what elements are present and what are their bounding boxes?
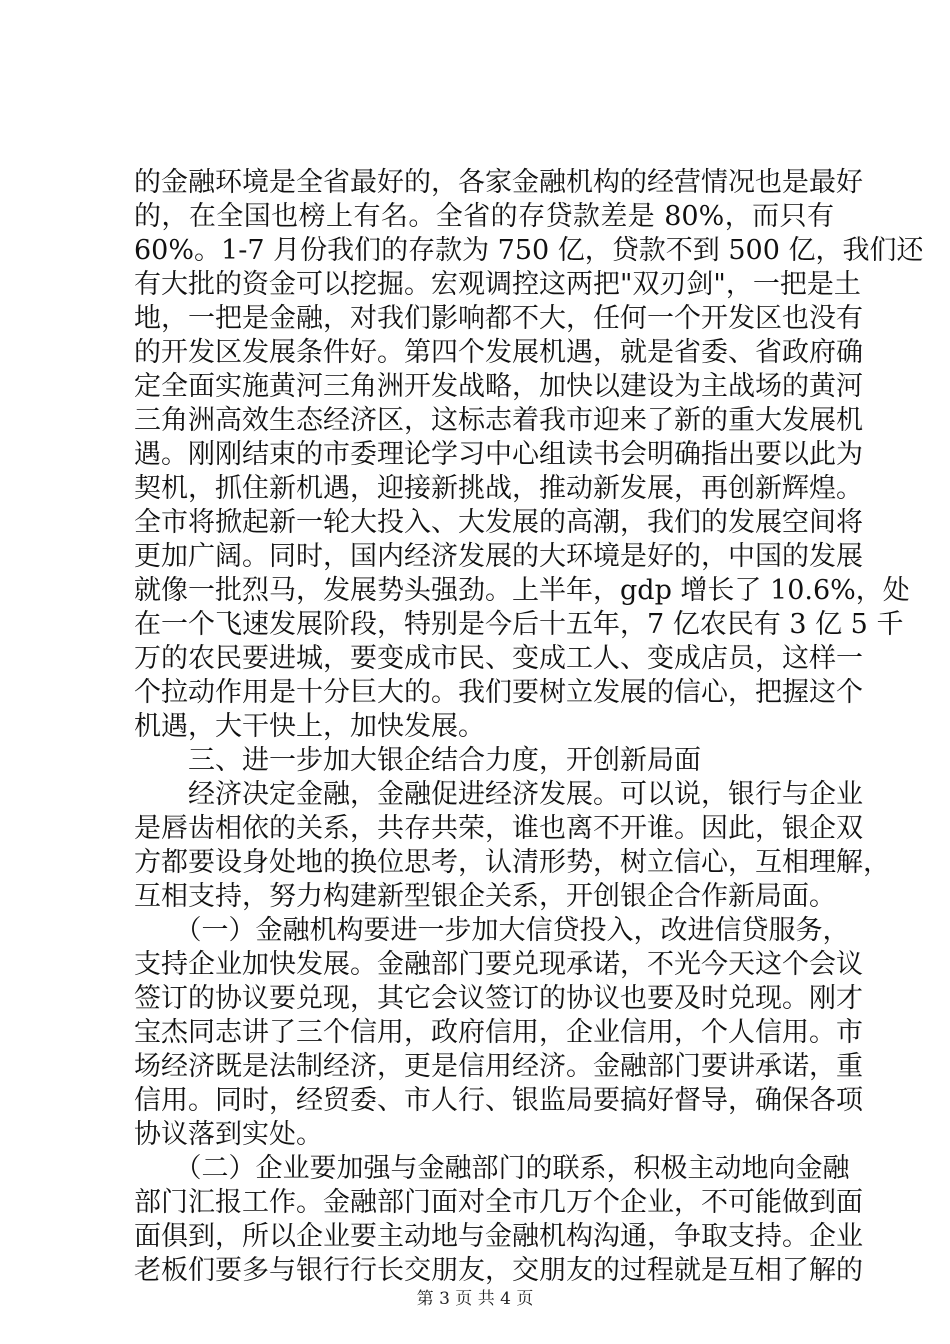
text-line: 地，一把是金融，对我们影响都不大，任何一个开发区也没有 — [134, 303, 863, 334]
text-line: 的开发区发展条件好。第四个发展机遇，就是省委、省政府确 — [134, 337, 863, 368]
text-line: 的，在全国也榜上有名。全省的存贷款差是 80%，而只有 — [134, 201, 834, 232]
text-line: 万的农民要进城，要变成市民、变成工人、变成店员，这样一 — [134, 643, 863, 674]
text-line: 信用。同时，经贸委、市人行、银监局要搞好督导，确保各项 — [134, 1085, 863, 1116]
text-line: 协议落到实处。 — [134, 1119, 323, 1150]
text-line: 三角洲高效生态经济区，这标志着我市迎来了新的重大发展机 — [134, 405, 863, 436]
text-line: 签订的协议要兑现，其它会议签订的协议也要及时兑现。刚才 — [134, 983, 863, 1014]
text-line: 面俱到，所以企业要主动地与金融机构沟通，争取支持。企业 — [134, 1221, 863, 1252]
text-line: 机遇，大干快上，加快发展。 — [134, 711, 485, 742]
text-line: 全市将掀起新一轮大投入、大发展的高潮，我们的发展空间将 — [134, 507, 863, 538]
text-line: 经济决定金融，金融促进经济发展。可以说，银行与企业 — [134, 779, 863, 810]
text-line: 宝杰同志讲了三个信用，政府信用，企业信用，个人信用。市 — [134, 1017, 863, 1048]
document-body — [134, 166, 924, 1288]
text-line: 老板们要多与银行行长交朋友，交朋友的过程就是互相了解的 — [134, 1255, 863, 1286]
text-line: 部门汇报工作。金融部门面对全市几万个企业，不可能做到面 — [134, 1187, 863, 1218]
text-line: 契机，抓住新机遇，迎接新挑战，推动新发展，再创新辉煌。 — [134, 473, 863, 504]
text-line: 支持企业加快发展。金融部门要兑现承诺，不光今天这个会议 — [134, 949, 863, 980]
text-line: 有大批的资金可以挖掘。宏观调控这两把"双刃剑"，一把是土 — [134, 269, 861, 300]
text-line: 是唇齿相依的关系，共存共荣，谁也离不开谁。因此，银企双 — [134, 813, 863, 844]
text-line: 互相支持，努力构建新型银企关系，开创银企合作新局面。 — [134, 881, 836, 912]
text-line: 定全面实施黄河三角洲开发战略，加快以建设为主战场的黄河 — [134, 371, 863, 402]
text-line: 遇。刚刚结束的市委理论学习中心组读书会明确指出要以此为 — [134, 439, 863, 470]
text-line: 个拉动作用是十分巨大的。我们要树立发展的信心，把握这个 — [134, 677, 863, 708]
page-number-footer: 第 3 页 共 4 页 — [416, 1289, 534, 1309]
text-line: 在一个飞速发展阶段，特别是今后十五年，7 亿农民有 3 亿 5 千 — [134, 609, 904, 640]
section-heading: 三、进一步加大银企结合力度，开创新局面 — [134, 745, 701, 776]
text-line: 就像一批烈马，发展势头强劲。上半年，gdp 增长了 10.6%，处 — [134, 575, 910, 606]
text-line: 的金融环境是全省最好的，各家金融机构的经营情况也是最好 — [134, 167, 863, 198]
text-line: 60%。1-7 月份我们的存款为 750 亿，贷款不到 500 亿，我们还 — [134, 235, 924, 266]
text-line: （二）企业要加强与金融部门的联系，积极主动地向金融 — [134, 1153, 850, 1184]
text-line: 更加广阔。同时，国内经济发展的大环境是好的，中国的发展 — [134, 541, 863, 572]
text-line: （一）金融机构要进一步加大信贷投入，改进信贷服务， — [134, 915, 850, 946]
text-line: 场经济既是法制经济，更是信用经济。金融部门要讲承诺，重 — [134, 1051, 863, 1082]
text-line: 方都要设身处地的换位思考，认清形势，树立信心，互相理解， — [134, 847, 890, 878]
